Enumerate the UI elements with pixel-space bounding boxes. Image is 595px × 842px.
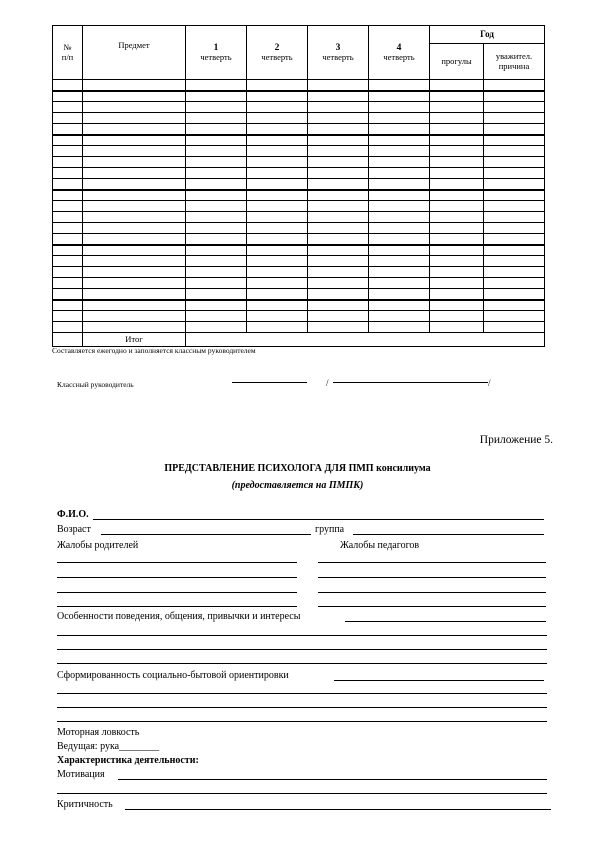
- table-cell[interactable]: [247, 91, 308, 102]
- table-cell[interactable]: [53, 223, 83, 234]
- table-cell[interactable]: [430, 168, 484, 179]
- table-row: [53, 322, 545, 333]
- table-cell[interactable]: [430, 256, 484, 267]
- table-cell[interactable]: [484, 157, 545, 168]
- table-cell[interactable]: [369, 113, 430, 124]
- behavior-field[interactable]: [345, 621, 546, 622]
- table-cell[interactable]: [186, 322, 247, 333]
- teachers-complaints-label: Жалобы педагогов: [340, 540, 420, 551]
- table-cell[interactable]: [430, 91, 484, 102]
- table-cell[interactable]: [308, 311, 369, 322]
- table-cell[interactable]: [430, 278, 484, 289]
- table-cell[interactable]: [308, 234, 369, 245]
- table-cell[interactable]: [430, 201, 484, 212]
- table-row: [53, 124, 545, 135]
- table-cell[interactable]: [83, 278, 186, 289]
- table-row: [53, 256, 545, 267]
- table-cell[interactable]: [430, 113, 484, 124]
- table-cell[interactable]: [186, 201, 247, 212]
- table-cell[interactable]: [430, 157, 484, 168]
- motivation-label: Мотивация: [57, 769, 105, 780]
- age-field[interactable]: [101, 534, 311, 535]
- table-cell[interactable]: [53, 179, 83, 190]
- table-cell[interactable]: [53, 80, 83, 91]
- table-cell[interactable]: [247, 135, 308, 146]
- table-cell[interactable]: [308, 102, 369, 113]
- table-cell[interactable]: [308, 80, 369, 91]
- table-cell[interactable]: [308, 113, 369, 124]
- table-cell[interactable]: [247, 201, 308, 212]
- total-num-cell: [53, 333, 83, 347]
- table-row: [53, 234, 545, 245]
- fio-field[interactable]: [93, 519, 544, 520]
- table-cell[interactable]: [430, 245, 484, 256]
- table-cell[interactable]: [308, 124, 369, 135]
- document-subtitle: (предоставляется на ПМПК): [231, 480, 364, 491]
- table-cell[interactable]: [430, 311, 484, 322]
- table-cell[interactable]: [186, 212, 247, 223]
- fio-label: Ф.И.О.: [57, 509, 89, 520]
- table-row: [53, 212, 545, 223]
- table-cell[interactable]: [53, 278, 83, 289]
- table-row: [53, 245, 545, 256]
- table-cell[interactable]: [484, 201, 545, 212]
- table-cell[interactable]: [308, 300, 369, 311]
- table-cell[interactable]: [369, 91, 430, 102]
- table-cell[interactable]: [247, 311, 308, 322]
- table-cell[interactable]: [369, 256, 430, 267]
- table-cell[interactable]: [186, 245, 247, 256]
- table-cell[interactable]: [369, 179, 430, 190]
- table-cell[interactable]: [484, 113, 545, 124]
- teacher-signature-line[interactable]: [232, 382, 307, 383]
- total-label: Итог: [83, 333, 186, 347]
- table-cell[interactable]: [83, 179, 186, 190]
- table-cell[interactable]: [83, 80, 186, 91]
- table-cell[interactable]: [53, 168, 83, 179]
- table-cell[interactable]: [308, 278, 369, 289]
- table-cell[interactable]: [484, 102, 545, 113]
- table-cell[interactable]: [53, 201, 83, 212]
- table-cell[interactable]: [430, 124, 484, 135]
- table-cell[interactable]: [186, 157, 247, 168]
- teacher-label: Классный руководитель: [57, 380, 134, 389]
- table-cell[interactable]: [369, 289, 430, 300]
- table-cell[interactable]: [430, 102, 484, 113]
- table-row: [53, 278, 545, 289]
- table-cell[interactable]: [430, 322, 484, 333]
- table-row: [53, 102, 545, 113]
- header-subject: Предмет: [83, 26, 186, 80]
- table-cell[interactable]: [484, 234, 545, 245]
- table-cell[interactable]: [186, 278, 247, 289]
- table-cell[interactable]: [369, 223, 430, 234]
- table-cell[interactable]: [484, 267, 545, 278]
- table-cell[interactable]: [308, 201, 369, 212]
- teachers-line-1[interactable]: [318, 562, 546, 563]
- table-cell[interactable]: [430, 179, 484, 190]
- table-cell[interactable]: [247, 102, 308, 113]
- table-cell[interactable]: [484, 300, 545, 311]
- table-cell[interactable]: [308, 135, 369, 146]
- table-cell[interactable]: [83, 102, 186, 113]
- table-cell[interactable]: [53, 212, 83, 223]
- table-cell[interactable]: [369, 278, 430, 289]
- table-cell[interactable]: [369, 267, 430, 278]
- table-cell[interactable]: [186, 124, 247, 135]
- table-row: [53, 179, 545, 190]
- table-cell[interactable]: [186, 91, 247, 102]
- table-cell[interactable]: [484, 80, 545, 91]
- table-cell[interactable]: [308, 322, 369, 333]
- group-label: группа: [315, 524, 345, 535]
- table-cell[interactable]: [83, 300, 186, 311]
- table-row: [53, 113, 545, 124]
- table-cell[interactable]: [308, 190, 369, 201]
- table-cell[interactable]: [186, 80, 247, 91]
- table-cell[interactable]: [484, 212, 545, 223]
- table-row: [53, 168, 545, 179]
- table-cell[interactable]: [247, 256, 308, 267]
- teachers-line-3[interactable]: [318, 592, 546, 593]
- table-row: [53, 223, 545, 234]
- table-cell[interactable]: [369, 124, 430, 135]
- teacher-name-line[interactable]: [333, 382, 488, 383]
- orientation-line-2[interactable]: [57, 707, 547, 708]
- parents-line-2[interactable]: [57, 577, 297, 578]
- motivation-field[interactable]: [118, 779, 547, 780]
- slash-right: /: [488, 378, 491, 388]
- table-cell[interactable]: [186, 102, 247, 113]
- table-row: [53, 157, 545, 168]
- teachers-line-2[interactable]: [318, 577, 546, 578]
- table-cell[interactable]: [83, 135, 186, 146]
- table-cell[interactable]: [53, 102, 83, 113]
- table-cell[interactable]: [430, 223, 484, 234]
- table-cell[interactable]: [83, 322, 186, 333]
- table-cell[interactable]: [53, 267, 83, 278]
- table-cell[interactable]: [247, 234, 308, 245]
- table-cell[interactable]: [484, 135, 545, 146]
- table-row: [53, 146, 545, 157]
- behavior-label: Особенности поведения, общения, привычки и интересы: [57, 611, 301, 622]
- table-cell[interactable]: [247, 157, 308, 168]
- header-absences: прогулы: [430, 44, 484, 80]
- table-cell[interactable]: [430, 212, 484, 223]
- table-cell[interactable]: [83, 91, 186, 102]
- table-cell[interactable]: [247, 179, 308, 190]
- table-cell[interactable]: [484, 322, 545, 333]
- header-q3: 3 четверть: [308, 26, 369, 80]
- table-cell[interactable]: [484, 311, 545, 322]
- table-cell[interactable]: [369, 190, 430, 201]
- table-cell[interactable]: [369, 80, 430, 91]
- table-cell[interactable]: [484, 245, 545, 256]
- table-cell[interactable]: [247, 289, 308, 300]
- parents-line-3[interactable]: [57, 592, 297, 593]
- table-cell[interactable]: [83, 124, 186, 135]
- header-q2: 2 четверть: [247, 26, 308, 80]
- table-cell[interactable]: [369, 168, 430, 179]
- table-cell[interactable]: [53, 256, 83, 267]
- behavior-line-2[interactable]: [57, 649, 547, 650]
- behavior-line-3[interactable]: [57, 663, 547, 664]
- table-cell[interactable]: [53, 124, 83, 135]
- table-cell[interactable]: [308, 223, 369, 234]
- header-q4: 4 четверть: [369, 26, 430, 80]
- table-cell[interactable]: [186, 113, 247, 124]
- table-cell[interactable]: [430, 267, 484, 278]
- table-cell[interactable]: [484, 168, 545, 179]
- table-cell[interactable]: [83, 113, 186, 124]
- appendix-label: Приложение 5.: [479, 434, 553, 446]
- table-cell[interactable]: [247, 267, 308, 278]
- table-row: [53, 190, 545, 201]
- table-cell[interactable]: [308, 146, 369, 157]
- group-field[interactable]: [353, 534, 544, 535]
- table-cell[interactable]: [308, 256, 369, 267]
- table-cell[interactable]: [369, 311, 430, 322]
- table-cell[interactable]: [83, 212, 186, 223]
- table-cell[interactable]: [308, 245, 369, 256]
- table-cell[interactable]: [53, 113, 83, 124]
- motor-label: Моторная ловкость: [57, 727, 140, 738]
- table-cell[interactable]: [308, 179, 369, 190]
- table-cell[interactable]: [186, 190, 247, 201]
- table-cell[interactable]: [484, 146, 545, 157]
- orientation-label: Сформированность социально-бытовой ориентировки: [57, 670, 289, 681]
- header-year: Год: [430, 26, 545, 44]
- table-cell[interactable]: [53, 234, 83, 245]
- table-cell[interactable]: [186, 135, 247, 146]
- table-cell[interactable]: [484, 179, 545, 190]
- table-cell[interactable]: [247, 300, 308, 311]
- table-cell[interactable]: [369, 201, 430, 212]
- table-cell[interactable]: [308, 267, 369, 278]
- table-cell[interactable]: [369, 157, 430, 168]
- table-cell[interactable]: [484, 256, 545, 267]
- table-cell[interactable]: [369, 322, 430, 333]
- table-cell[interactable]: [83, 146, 186, 157]
- hand-label[interactable]: Ведущая: рука________: [57, 741, 160, 752]
- table-cell[interactable]: [83, 256, 186, 267]
- header-excused: уважител. причина: [484, 44, 545, 80]
- table-cell[interactable]: [186, 234, 247, 245]
- table-cell[interactable]: [83, 157, 186, 168]
- table-cell[interactable]: [83, 223, 186, 234]
- table-cell[interactable]: [247, 113, 308, 124]
- table-cell[interactable]: [186, 267, 247, 278]
- table-cell[interactable]: [83, 289, 186, 300]
- criticality-field[interactable]: [125, 809, 551, 810]
- table-cell[interactable]: [53, 322, 83, 333]
- table-cell[interactable]: [53, 91, 83, 102]
- table-cell[interactable]: [186, 256, 247, 267]
- table-cell[interactable]: [308, 212, 369, 223]
- table-cell[interactable]: [83, 311, 186, 322]
- table-row: [53, 267, 545, 278]
- table-cell[interactable]: [430, 289, 484, 300]
- slash-left: /: [326, 378, 329, 388]
- table-cell[interactable]: [53, 289, 83, 300]
- table-cell[interactable]: [430, 80, 484, 91]
- parents-complaints-label: Жалобы родителей: [57, 540, 139, 551]
- table-cell[interactable]: [484, 278, 545, 289]
- total-value-cell: [186, 333, 545, 347]
- table-cell[interactable]: [247, 322, 308, 333]
- table-cell[interactable]: [53, 157, 83, 168]
- orientation-line-3[interactable]: [57, 721, 547, 722]
- parents-line-1[interactable]: [57, 562, 297, 563]
- table-cell[interactable]: [53, 146, 83, 157]
- table-cell[interactable]: [430, 146, 484, 157]
- table-row: [53, 80, 545, 91]
- table-body: [53, 80, 545, 333]
- table-cell[interactable]: [247, 245, 308, 256]
- table-note: Составляется ежегодно и заполняется классным руководителем: [52, 346, 256, 355]
- table-cell[interactable]: [247, 146, 308, 157]
- table-cell[interactable]: [430, 300, 484, 311]
- table-cell[interactable]: [484, 223, 545, 234]
- table-cell[interactable]: [83, 267, 186, 278]
- table-cell[interactable]: [186, 168, 247, 179]
- parents-line-4[interactable]: [57, 606, 297, 607]
- header-q1: 1 четверть: [186, 26, 247, 80]
- grades-table: [52, 25, 545, 347]
- table-cell[interactable]: [430, 234, 484, 245]
- table-row: [53, 91, 545, 102]
- table-cell[interactable]: [247, 168, 308, 179]
- table-row: [53, 135, 545, 146]
- table-cell[interactable]: [53, 190, 83, 201]
- header-num: № п/п: [53, 26, 83, 80]
- behavior-line-1[interactable]: [57, 635, 547, 636]
- table-cell[interactable]: [369, 135, 430, 146]
- table-cell[interactable]: [308, 157, 369, 168]
- table-cell[interactable]: [308, 168, 369, 179]
- table-row: [53, 289, 545, 300]
- table-cell[interactable]: [430, 190, 484, 201]
- table-cell[interactable]: [186, 179, 247, 190]
- document-title: ПРЕДСТАВЛЕНИЕ ПСИХОЛОГА ДЛЯ ПМП консилиума: [164, 463, 431, 474]
- table-cell[interactable]: [53, 311, 83, 322]
- table-cell[interactable]: [53, 300, 83, 311]
- table-cell[interactable]: [83, 190, 186, 201]
- age-label: Возраст: [57, 524, 91, 535]
- table-cell[interactable]: [83, 201, 186, 212]
- table-cell[interactable]: [308, 91, 369, 102]
- table-cell[interactable]: [247, 190, 308, 201]
- table-cell[interactable]: [186, 223, 247, 234]
- table-cell[interactable]: [247, 212, 308, 223]
- table-cell[interactable]: [83, 168, 186, 179]
- table-cell[interactable]: [369, 234, 430, 245]
- table-row: [53, 311, 545, 322]
- table-cell[interactable]: [186, 289, 247, 300]
- table-cell[interactable]: [83, 245, 186, 256]
- criticality-label: Критичность: [57, 799, 113, 810]
- motivation-line-1[interactable]: [57, 793, 547, 794]
- table-cell[interactable]: [53, 135, 83, 146]
- table-cell[interactable]: [247, 80, 308, 91]
- table-cell[interactable]: [369, 102, 430, 113]
- table-cell[interactable]: [369, 212, 430, 223]
- teachers-line-4[interactable]: [318, 606, 546, 607]
- table-cell[interactable]: [369, 300, 430, 311]
- table-cell[interactable]: [308, 289, 369, 300]
- table-cell[interactable]: [484, 91, 545, 102]
- table-cell[interactable]: [369, 245, 430, 256]
- table-cell[interactable]: [369, 146, 430, 157]
- table-cell[interactable]: [53, 245, 83, 256]
- table-row: [53, 201, 545, 212]
- table-cell[interactable]: [247, 223, 308, 234]
- table-cell[interactable]: [484, 190, 545, 201]
- table-cell[interactable]: [247, 124, 308, 135]
- activity-label: Характеристика деятельности:: [57, 755, 199, 766]
- table-cell[interactable]: [484, 124, 545, 135]
- table-cell[interactable]: [430, 135, 484, 146]
- table-row: [53, 300, 545, 311]
- table-cell[interactable]: [186, 300, 247, 311]
- table-cell[interactable]: [186, 146, 247, 157]
- orientation-line-1[interactable]: [57, 693, 547, 694]
- table-cell[interactable]: [484, 289, 545, 300]
- table-cell[interactable]: [83, 234, 186, 245]
- orientation-field[interactable]: [334, 680, 544, 681]
- table-cell[interactable]: [186, 311, 247, 322]
- table-cell[interactable]: [247, 278, 308, 289]
